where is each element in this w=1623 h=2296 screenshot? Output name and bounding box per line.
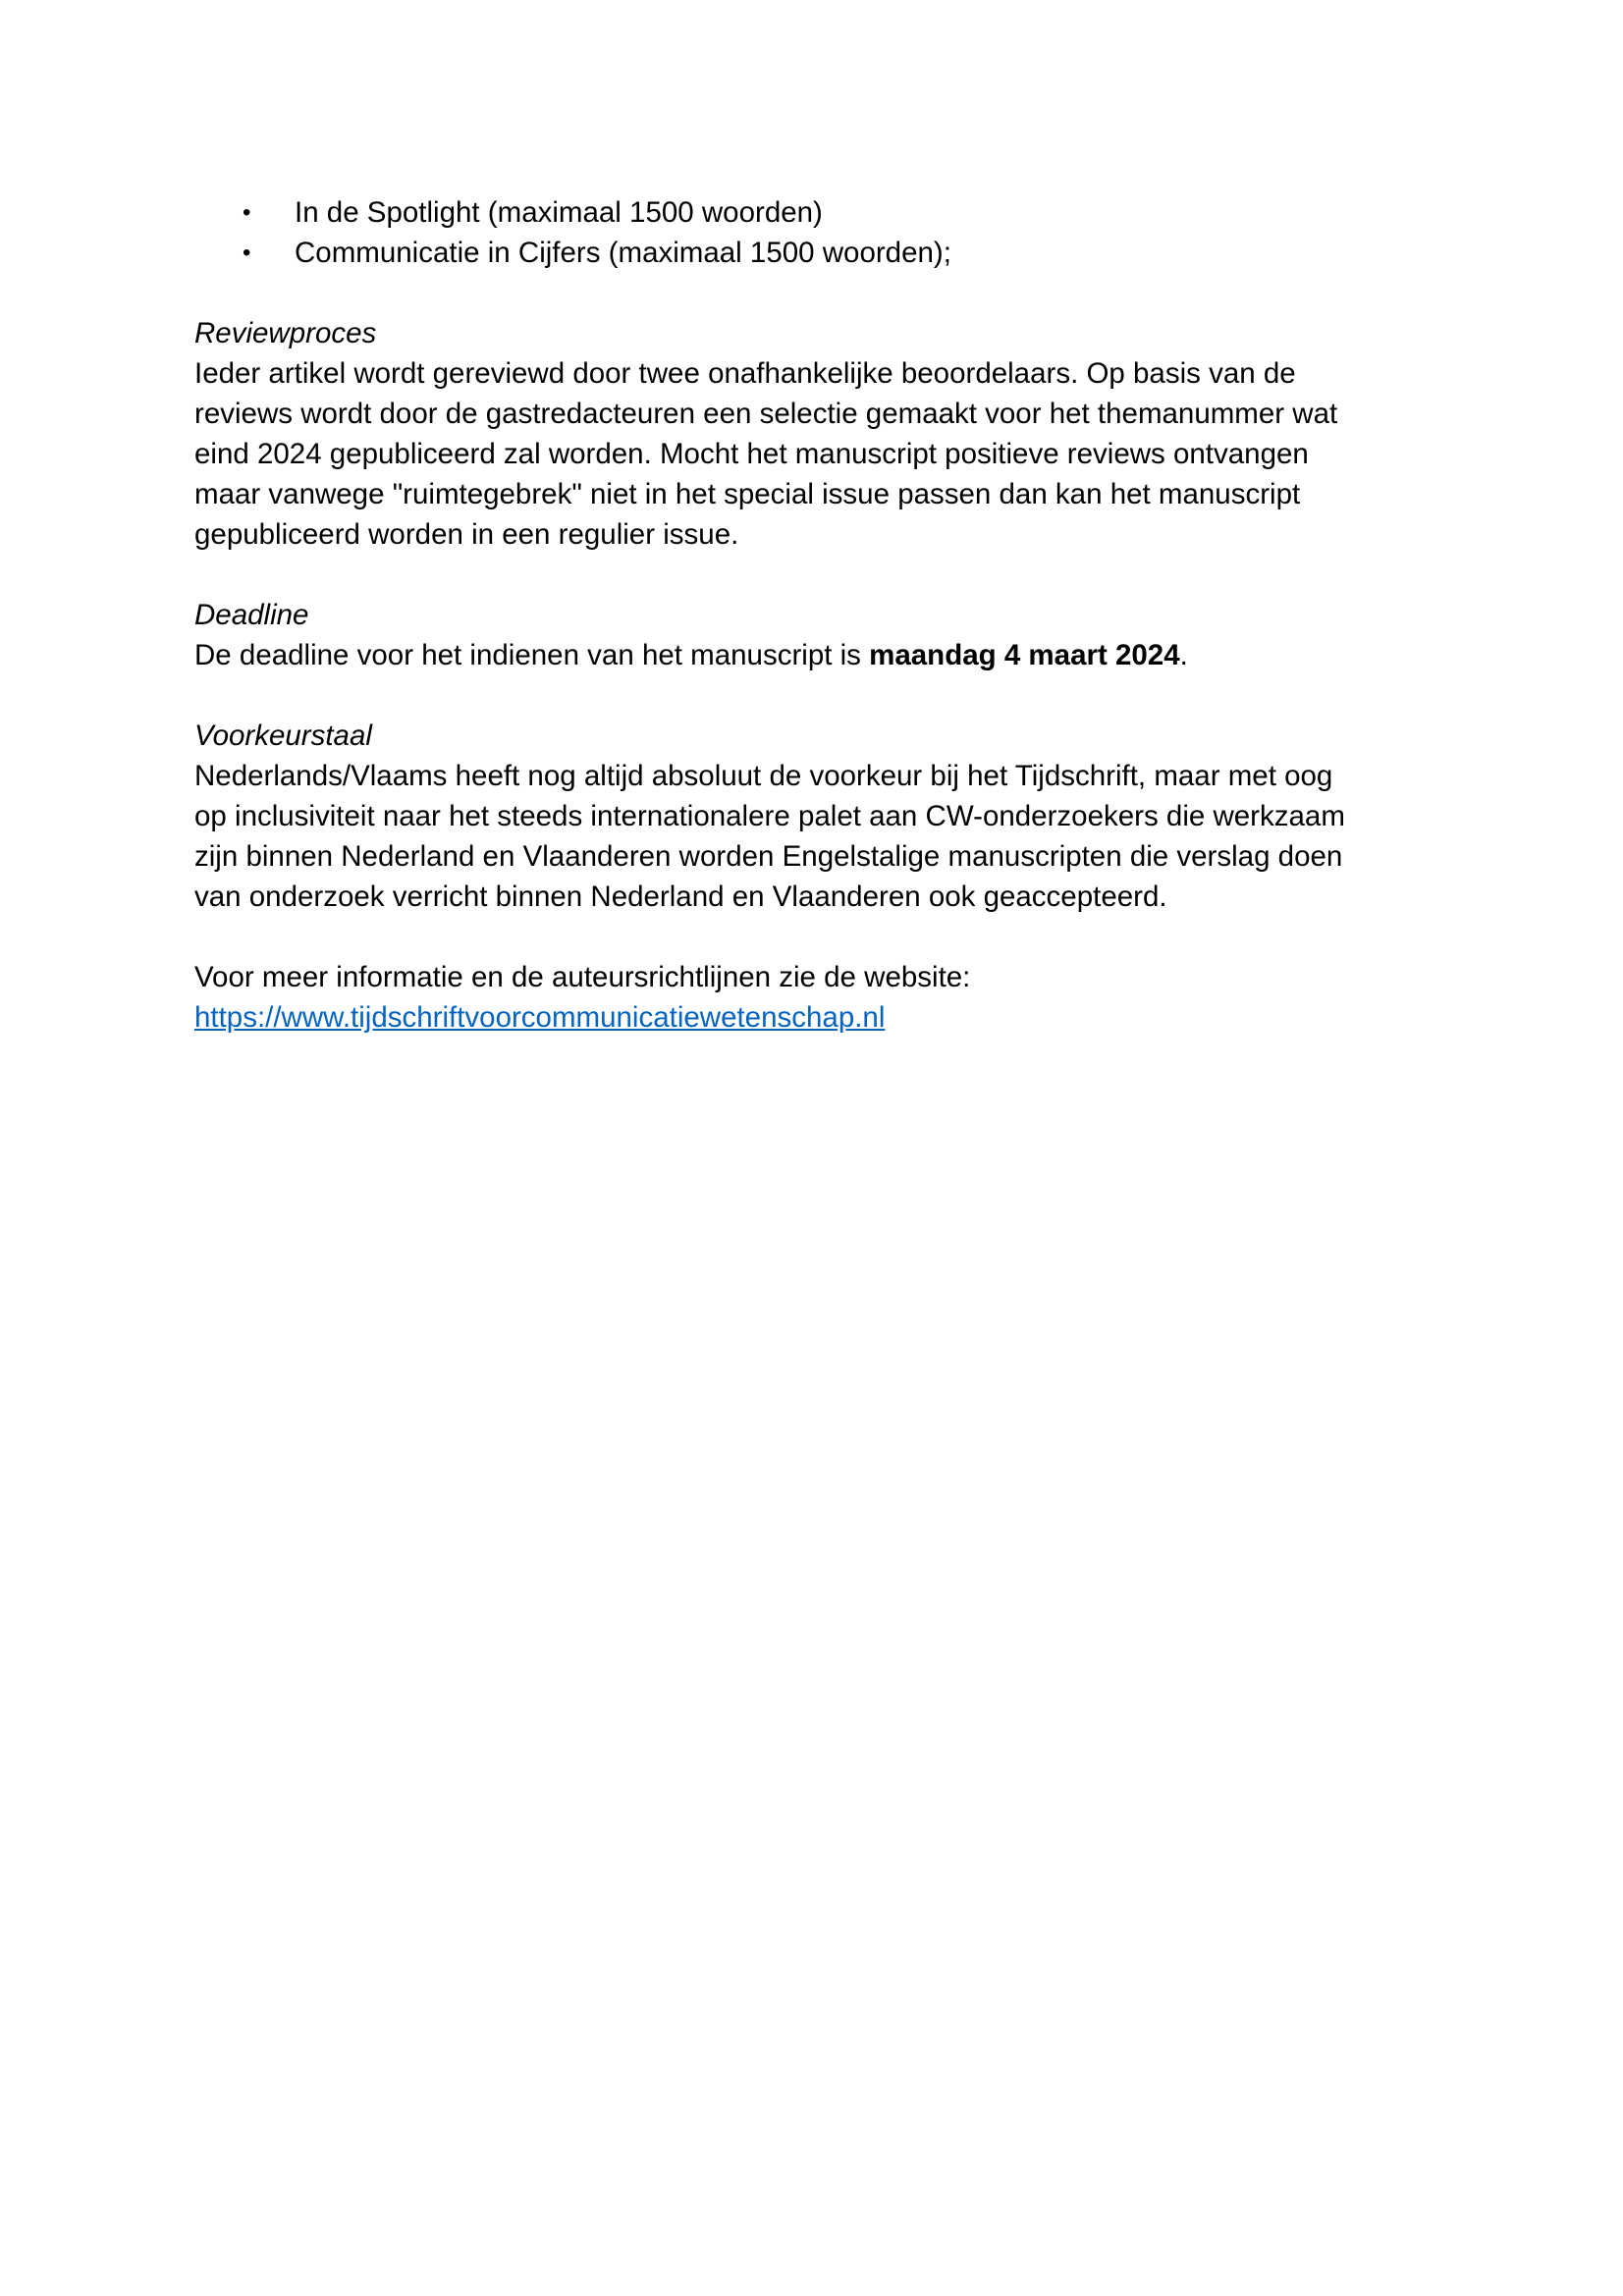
article-type-list: [194, 192, 1432, 273]
paragraph-line: op inclusiviteit naar het steeds internationalere palet aan CW-onderzoekers die werkzaam: [194, 800, 1345, 832]
deadline-date: maandag 4 maart 2024: [869, 639, 1180, 671]
review-heading: Reviewproces: [194, 317, 377, 349]
bullet-icon: •: [243, 199, 251, 226]
deadline-text: De deadline voor het indienen van het manuscript is: [194, 639, 870, 671]
website-line: [194, 997, 1432, 1038]
list-item: [194, 233, 1432, 273]
paragraph-line: reviews wordt door de gastredacteuren een selectie gemaakt voor het themanummer wat: [194, 398, 1338, 430]
list-item: [194, 192, 1432, 233]
paragraph-line: zijn binnen Nederland en Vlaanderen worden Engelstalige manuscripten die verslag doen: [194, 840, 1343, 873]
document-body: [194, 192, 1432, 1038]
more-info-text: Voor meer informatie en de auteursrichtlijnen zie de website:: [194, 961, 971, 993]
deadline-period: .: [1179, 639, 1188, 671]
paragraph-line: maar vanwege "ruimtegebrek" niet in het special issue passen dan kan het manuscript: [194, 478, 1301, 510]
language-heading: Voorkeurstaal: [194, 720, 372, 752]
review-section: [194, 313, 1432, 555]
more-info-section: [194, 957, 1432, 1038]
language-paragraph: [194, 756, 1432, 917]
paragraph-line: [194, 635, 1432, 675]
deadline-heading: Deadline: [194, 599, 309, 631]
website-link[interactable]: https://www.tijdschriftvoorcommunicatiewetenschap.nl: [194, 1001, 886, 1034]
deadline-paragraph: [194, 635, 1432, 675]
paragraph-line: eind 2024 gepubliceerd zal worden. Mocht het manuscript positieve reviews ontvangen: [194, 438, 1309, 470]
list-item-text: In de Spotlight (maximaal 1500 woorden): [295, 196, 823, 229]
more-info-paragraph: [194, 957, 1432, 1038]
paragraph-line: Nederlands/Vlaams heeft nog altijd absoluut de voorkeur bij het Tijdschrift, maar met oog: [194, 760, 1333, 792]
paragraph-line: van onderzoek verricht binnen Nederland en Vlaanderen ook geaccepteerd.: [194, 881, 1167, 913]
review-paragraph: [194, 353, 1432, 555]
language-section: [194, 716, 1432, 917]
list-item-text: Communicatie in Cijfers (maximaal 1500 woorden);: [295, 237, 951, 269]
paragraph-line: Ieder artikel wordt gereviewd door twee onafhankelijke beoordelaars. Op basis van de: [194, 357, 1296, 390]
paragraph-line: gepubliceerd worden in een regulier issue.: [194, 518, 739, 551]
deadline-section: [194, 595, 1432, 675]
bullet-icon: •: [243, 240, 251, 266]
